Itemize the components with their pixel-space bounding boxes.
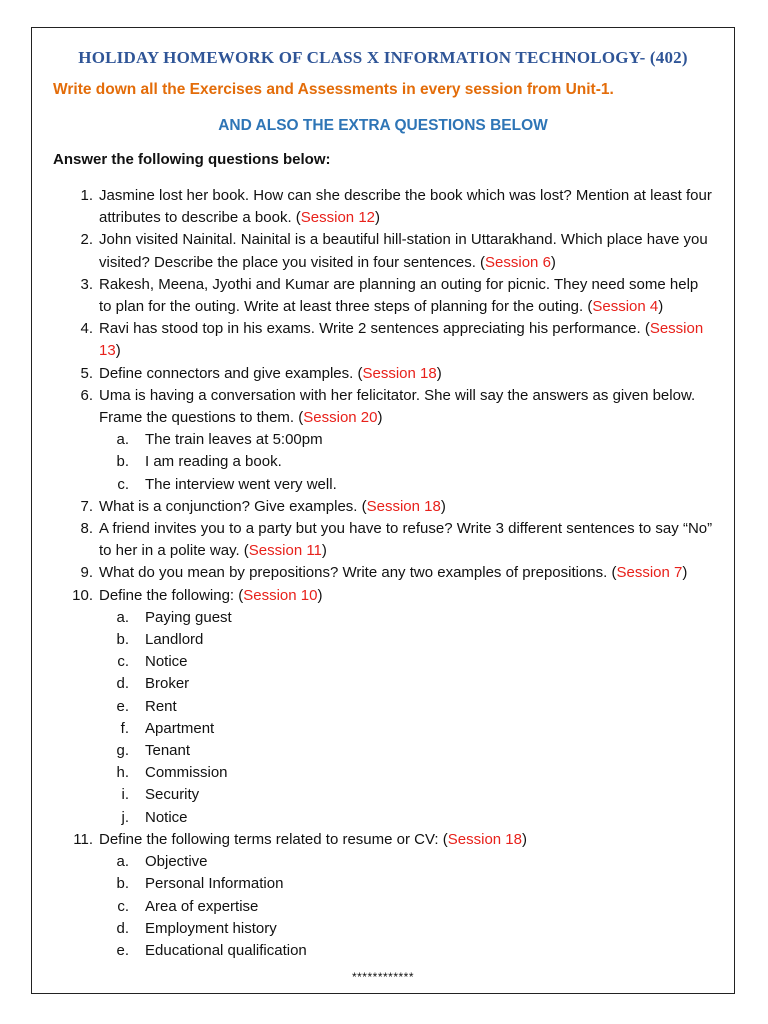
- sub-item-text: Rent: [145, 697, 177, 715]
- closing-paren: ): [317, 586, 323, 604]
- question-text: What do you mean by prepositions? Write any two examples of prepositions. (: [99, 564, 617, 582]
- sub-item-label: i.: [121, 786, 129, 804]
- sub-item: [53, 673, 713, 695]
- question-item: [53, 363, 713, 385]
- sub-item: [53, 940, 713, 962]
- sub-item-text: Notice: [145, 653, 188, 671]
- closing-paren: ): [375, 209, 380, 227]
- question-item: [53, 496, 713, 518]
- question-item: [53, 185, 713, 229]
- question-text: Define the following terms related to resume or CV: (: [99, 830, 448, 848]
- sub-item: [53, 451, 713, 473]
- sub-item-label: b.: [116, 875, 129, 893]
- sub-item-text: Apartment: [145, 719, 215, 737]
- sub-item: [53, 651, 713, 673]
- instruction-text: Write down all the Exercises and Assessments in every session from Unit-1.: [53, 81, 614, 98]
- question-item: [53, 829, 713, 851]
- session-reference: Session 18: [366, 497, 441, 515]
- question-number: 3.: [80, 275, 93, 293]
- sub-item-text: Employment history: [145, 919, 277, 937]
- sub-item: [53, 429, 713, 451]
- question-number: 11.: [73, 830, 93, 848]
- closing-paren: ): [436, 364, 442, 382]
- sub-item-label: g.: [116, 742, 129, 760]
- question-number: 10.: [72, 586, 93, 604]
- sub-item: [53, 740, 713, 762]
- session-reference: Session 13: [99, 320, 704, 360]
- session-reference: Session 4: [592, 298, 659, 316]
- sub-item-text: Personal Information: [145, 875, 284, 893]
- question-number: 6.: [80, 386, 93, 404]
- sub-item-text: The train leaves at 5:00pm: [145, 431, 323, 449]
- sub-item-text: Commission: [145, 764, 228, 782]
- question-number: 1.: [80, 187, 93, 204]
- question-item: [53, 518, 713, 562]
- sub-item: [53, 762, 713, 784]
- sub-item-label: d.: [116, 919, 129, 937]
- sub-item: [53, 851, 713, 873]
- sub-item-text: I am reading a book.: [145, 453, 282, 471]
- sub-item-text: Tenant: [145, 742, 191, 760]
- sub-item: [53, 807, 713, 829]
- sub-item: [53, 474, 713, 496]
- question-item: [53, 318, 713, 362]
- question-item: [53, 585, 713, 607]
- sub-item-label: j.: [121, 808, 129, 826]
- session-reference: Session 11: [248, 542, 322, 560]
- question-number: 2.: [80, 231, 93, 249]
- sub-item-label: b.: [116, 631, 129, 649]
- sub-item-text: Area of expertise: [145, 897, 259, 915]
- sub-item: [53, 918, 713, 940]
- closing-paren: ): [521, 830, 527, 848]
- sub-item-text: Security: [145, 786, 200, 804]
- sub-item-text: Objective: [145, 853, 208, 871]
- closing-paren: ): [550, 253, 556, 271]
- sub-item: [53, 873, 713, 895]
- session-reference: Session 18: [447, 830, 522, 848]
- question-text: A friend invites you to a party but you have to refuse? Write 3 different sentences to say “No” to her in a polite way. (: [99, 520, 713, 560]
- question-number: 7.: [80, 497, 93, 515]
- sub-item: [53, 607, 713, 629]
- question-list: [53, 185, 713, 962]
- sub-item: [53, 784, 713, 806]
- sub-item-label: c.: [117, 475, 129, 493]
- question-text: John visited Nainital. Nainital is a beautiful hill-station in Uttarakhand. Which place have you visited? Describe the place you visited in four sentences. (: [99, 231, 708, 271]
- sub-item: [53, 896, 713, 918]
- question-text: Ravi has stood top in his exams. Write 2 sentences appreciating his performance. (: [99, 320, 650, 338]
- question-number: 5.: [80, 364, 93, 382]
- question-number: 4.: [80, 320, 93, 338]
- sub-item-text: Paying guest: [145, 608, 232, 626]
- sub-item-label: c.: [117, 897, 129, 915]
- closing-paren: ): [658, 298, 664, 316]
- sub-item: [53, 629, 713, 651]
- session-reference: Session 18: [362, 364, 437, 382]
- sub-item: [53, 696, 713, 718]
- session-reference: Session 12: [300, 209, 375, 227]
- sub-item-label: a.: [116, 853, 129, 871]
- session-reference: Session 20: [303, 409, 378, 427]
- question-number: 9.: [80, 564, 93, 582]
- question-text: Define connectors and give examples. (: [99, 364, 363, 382]
- closing-paren: ): [440, 497, 446, 515]
- extra-questions-heading: AND ALSO THE EXTRA QUESTIONS BELOW: [218, 117, 548, 134]
- answer-heading: Answer the following questions below:: [53, 151, 331, 168]
- sub-item-label: c.: [117, 653, 129, 671]
- sub-item-label: h.: [116, 764, 129, 782]
- page-title: HOLIDAY HOMEWORK OF CLASS X INFORMATION TECHNOLOGY- (402): [78, 48, 688, 67]
- sub-item-text: Educational qualification: [145, 941, 307, 959]
- question-item: [53, 274, 713, 318]
- sub-item: [53, 718, 713, 740]
- sub-item-label: e.: [116, 941, 129, 959]
- question-text: Jasmine lost her book. How can she describe the book which was lost? Mention at least four attributes to describe a book. (: [99, 187, 712, 227]
- question-text: What is a conjunction? Give examples. (: [99, 497, 367, 515]
- sub-item-label: a.: [116, 431, 129, 449]
- sub-item-label: e.: [116, 697, 129, 715]
- sub-item-label: f.: [120, 719, 129, 737]
- footer-stars: ************: [351, 970, 415, 984]
- sub-item-label: d.: [116, 675, 129, 693]
- question-text: Rakesh, Meena, Jyothi and Kumar are planning an outing for picnic. They need some help to plan for the outing. Write at least three steps of planning for the outing. (: [99, 275, 699, 316]
- question-item: [53, 385, 713, 429]
- closing-paren: ): [115, 342, 121, 360]
- question-text: Define the following: (: [99, 586, 244, 604]
- question-item: [53, 562, 713, 584]
- sub-item-text: Landlord: [145, 631, 204, 649]
- session-reference: Session 6: [485, 253, 551, 271]
- sub-item-label: a.: [116, 608, 129, 626]
- sub-item-text: Notice: [145, 808, 188, 826]
- question-number: 8.: [80, 520, 93, 538]
- session-reference: Session 10: [243, 586, 318, 604]
- closing-paren: ): [682, 564, 688, 582]
- sub-item-label: b.: [116, 453, 129, 471]
- closing-paren: ): [377, 409, 383, 427]
- question-item: [53, 229, 713, 273]
- sub-item-text: The interview went very well.: [145, 475, 337, 493]
- session-reference: Session 7: [616, 564, 683, 582]
- closing-paren: ): [321, 542, 327, 560]
- question-text: Uma is having a conversation with her felicitator. She will say the answers as given below. Frame the questions to them. (: [99, 386, 696, 427]
- sub-item-text: Broker: [145, 675, 190, 693]
